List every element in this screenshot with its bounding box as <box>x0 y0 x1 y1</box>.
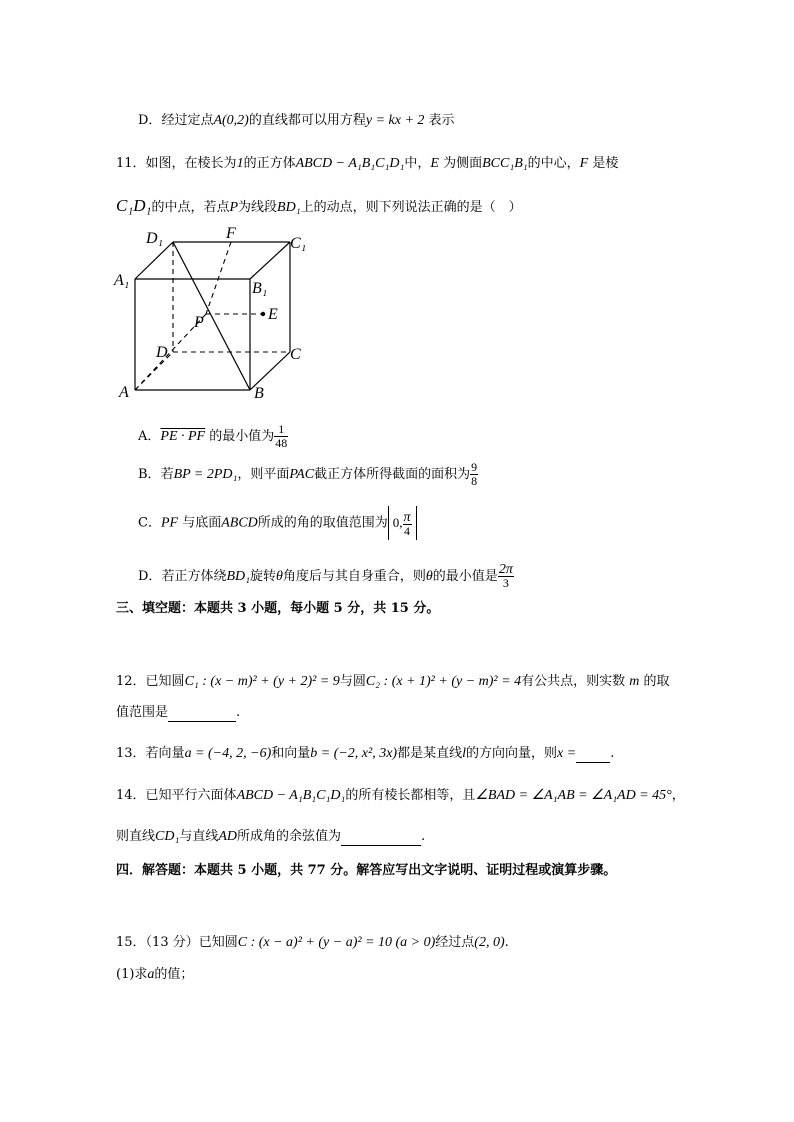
text: 与直线 <box>179 829 219 844</box>
math: F <box>579 156 589 171</box>
option-label: D． <box>138 569 162 584</box>
text: ， <box>671 788 685 803</box>
fraction <box>498 563 514 590</box>
q11-option-d <box>138 560 514 594</box>
segment-bd1 <box>173 242 250 390</box>
math: ABCD <box>221 515 258 531</box>
text: 与圆 <box>339 674 366 689</box>
option-label: C． <box>138 515 161 531</box>
text: 已知平行六面体 <box>145 788 237 803</box>
q13-line <box>116 745 614 763</box>
text: 的中心， <box>527 156 580 171</box>
text: (1)求 <box>116 967 148 982</box>
q14-line-2 <box>116 828 425 846</box>
text: 的所有棱长都相等，且 <box>345 788 476 803</box>
q12-line-2 <box>116 704 240 722</box>
q10-option-d <box>138 112 455 130</box>
text: 的中点，若点 <box>151 200 230 215</box>
math: x = <box>557 746 577 761</box>
q11-option-c <box>138 506 417 540</box>
math: b = (−2, x², 3x) <box>310 746 398 761</box>
q11-line-2 <box>116 197 522 217</box>
cube-figure <box>110 222 320 404</box>
text: 的正方体 <box>243 156 296 171</box>
fraction <box>403 511 412 538</box>
math: C₂ : (x + 1)² + (y − m)² = 4 <box>365 674 522 689</box>
question-number: 12． <box>116 674 146 689</box>
text: 的最小值是 <box>432 569 498 584</box>
text: 旋转 <box>249 569 276 584</box>
edge-b1c1 <box>250 242 290 279</box>
option-label: A． <box>138 429 161 444</box>
math: AD <box>218 829 238 844</box>
text: 的取 <box>643 674 670 689</box>
label-d: D <box>156 344 168 361</box>
edge-a1d1 <box>135 242 173 279</box>
q15-line <box>116 934 509 952</box>
text: 中， <box>404 156 431 171</box>
math: A(0,2) <box>213 113 249 128</box>
text: 若 <box>160 467 174 482</box>
numerator: π <box>403 509 411 525</box>
math: BP = 2PD₁ <box>173 467 238 482</box>
text: 已知圆 <box>145 674 185 689</box>
question-number: 14． <box>116 788 146 803</box>
text: . <box>236 705 241 720</box>
q14-line-1 <box>116 787 685 805</box>
interval <box>388 506 417 540</box>
text: 所成角的余弦值为 <box>237 829 342 844</box>
math: CD₁ <box>155 829 180 844</box>
text: 若向量 <box>145 746 185 761</box>
question-number: 11． <box>116 156 146 171</box>
text: 与底面 <box>182 515 222 531</box>
math: PE · PF <box>160 429 206 444</box>
q11-option-b <box>138 458 478 492</box>
label-e: E <box>268 306 278 323</box>
math: (2, 0) <box>474 935 505 950</box>
text: 和向量 <box>271 746 311 761</box>
label-c1: C₁ <box>290 235 307 252</box>
denominator: 8 <box>471 474 478 488</box>
segment-pf <box>206 242 231 314</box>
text: 为侧面 <box>443 156 483 171</box>
point-e-dot <box>261 312 265 316</box>
math: y = kx + 2 <box>365 113 425 128</box>
text: 表示 <box>428 113 455 128</box>
text: 的最小值为 <box>209 429 275 444</box>
math: E <box>430 156 439 171</box>
math: l <box>462 746 466 761</box>
answer-blank[interactable] <box>341 831 421 846</box>
text: 截正方体所得截面的面积为 <box>314 467 471 482</box>
denominator: 4 <box>404 523 411 538</box>
math: C : (x − a)² + (y − a)² = 10 (a > 0) <box>237 935 436 950</box>
answer-blank[interactable] <box>168 707 236 722</box>
answer-blank[interactable] <box>576 748 610 763</box>
label-d1: D₁ <box>146 230 164 247</box>
math: ∠BAD = ∠A₁AB = ∠A₁AD = 45° <box>475 788 672 803</box>
math: C₁ : (x − m)² + (y + 2)² = 9 <box>184 674 340 689</box>
text: 值范围是 <box>116 705 169 720</box>
math: a <box>147 967 155 982</box>
math: 1 <box>236 156 244 171</box>
option-label: D． <box>138 113 162 128</box>
section-4-heading: 四．解答题：本题共 5 小题，共 77 分。解答应写出文字说明、证明过程或演算步骤。 <box>116 863 617 878</box>
math: θ <box>425 569 433 584</box>
fraction <box>274 423 288 450</box>
denominator: 3 <box>502 576 509 590</box>
text: 是棱 <box>592 156 619 171</box>
text: 经过点 <box>435 935 475 950</box>
numerator: 1 <box>274 423 288 437</box>
math: PF <box>160 515 179 531</box>
text: 所成的角的取值范围为 <box>257 515 388 531</box>
label-a1: A₁ <box>114 272 130 289</box>
text: 都是某直线 <box>397 746 463 761</box>
text: ，则平面 <box>237 467 290 482</box>
label-b: B <box>254 385 264 402</box>
q12-line-1 <box>116 673 670 691</box>
text: 则直线 <box>116 829 156 844</box>
text: 若正方体绕 <box>161 569 227 584</box>
fraction <box>470 461 478 488</box>
math: ABCD − A₁B₁C₁D₁ <box>236 788 346 803</box>
q15-part-1 <box>116 966 193 984</box>
math: BCC₁B₁ <box>482 156 528 171</box>
text: . <box>421 829 426 844</box>
math: a = (−4, 2, −6) <box>184 746 272 761</box>
denominator: 48 <box>275 436 288 450</box>
q11-line-1 <box>116 155 618 173</box>
math: BD₁ <box>226 569 250 584</box>
question-number: 13． <box>116 746 146 761</box>
label-b1: B₁ <box>252 280 268 297</box>
math: m <box>629 674 640 689</box>
text: 角度后与其自身重合，则 <box>282 569 426 584</box>
text: 如图，在棱长为 <box>145 156 237 171</box>
math: BD₁ <box>277 200 301 215</box>
text: 的值； <box>154 967 194 982</box>
option-label: B． <box>138 467 161 482</box>
math: ABCD − A₁B₁C₁D₁ <box>295 156 405 171</box>
math: P <box>229 200 239 215</box>
label-c: C <box>290 346 301 363</box>
text: 的直线都可以用方程 <box>248 113 366 128</box>
math: θ <box>276 569 283 584</box>
numerator: 9 <box>471 460 478 474</box>
section-3-heading: 三、填空题：本题共 3 小题，每小题 5 分，共 15 分。 <box>116 601 440 616</box>
label-p: P <box>194 314 204 331</box>
label-f: F <box>226 225 236 242</box>
interval-start: 0, <box>392 515 403 530</box>
label-a: A <box>119 384 129 401</box>
text: 经过定点 <box>161 113 214 128</box>
question-number: 15． <box>116 935 146 950</box>
text: 的方向向量，则 <box>466 746 558 761</box>
text: . <box>504 935 509 950</box>
math: C₁D₁ <box>116 196 152 215</box>
numerator: 2π <box>498 562 513 577</box>
math: PAC <box>289 467 315 482</box>
text: 上的动点，则下列说法正确的是（ ） <box>300 200 522 215</box>
text: . <box>610 746 615 761</box>
text: 为线段 <box>238 200 278 215</box>
text: 有公共点，则实数 <box>521 674 626 689</box>
q11-option-a <box>138 420 288 454</box>
text: （13 分）已知圆 <box>145 935 238 950</box>
